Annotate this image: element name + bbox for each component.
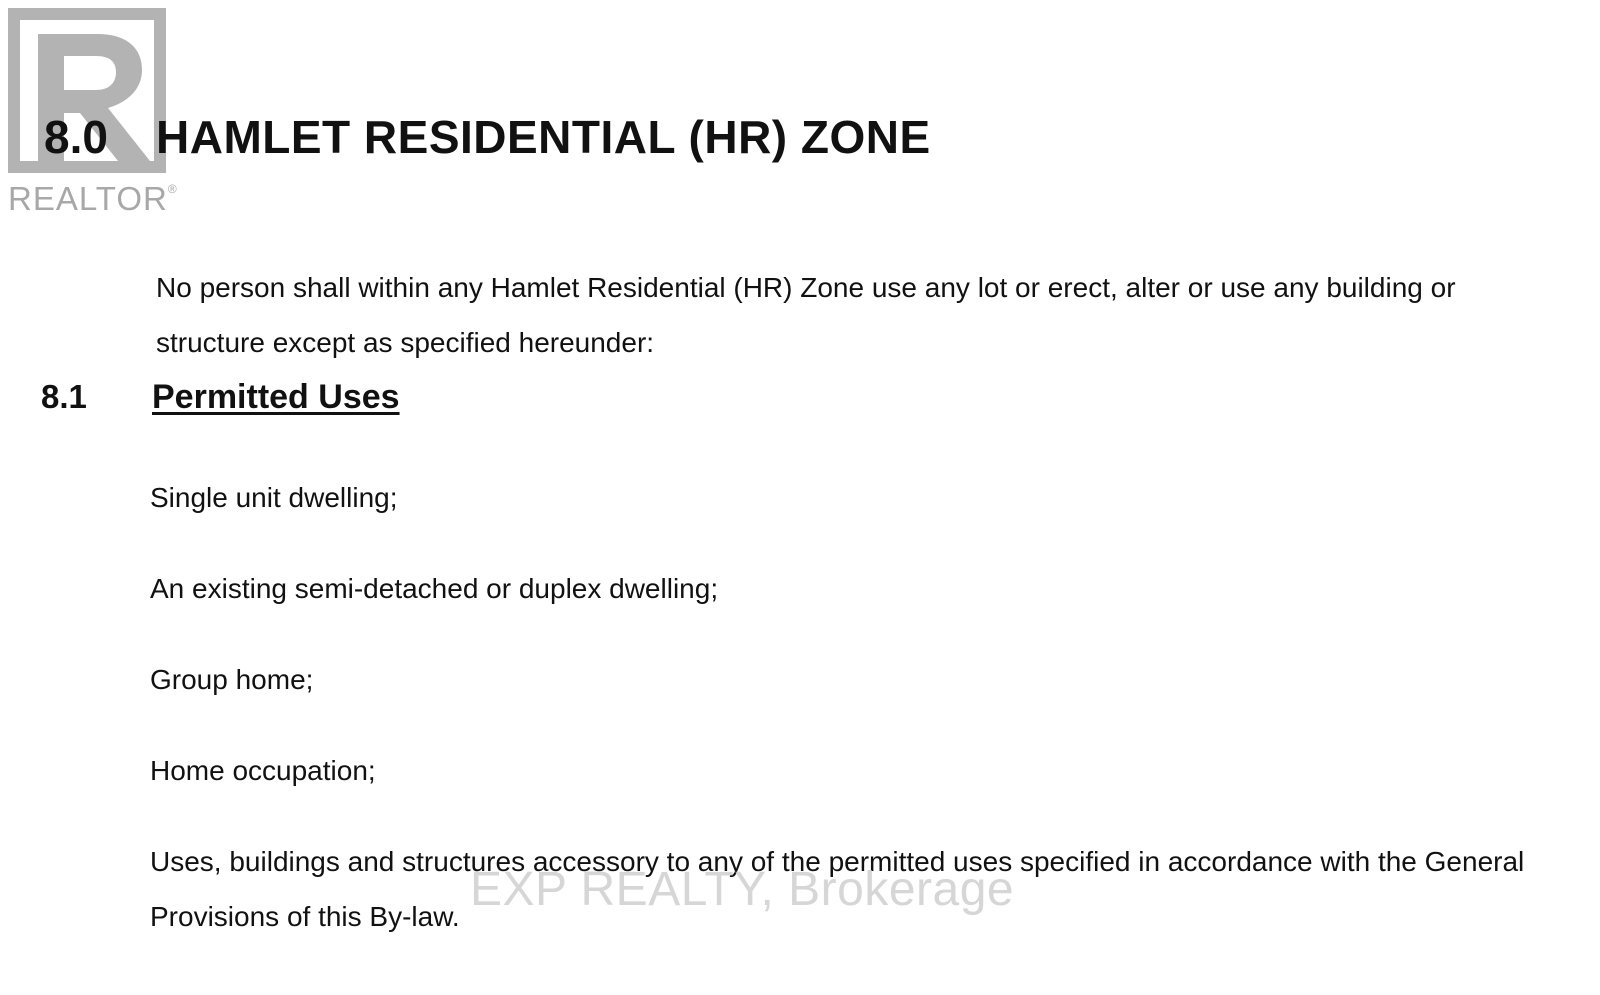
- list-item: Group home;: [150, 664, 314, 695]
- list-item: Uses, buildings and structures accessory to any of the permitted uses specified in accordance with the General Provisions of this By-law.: [150, 846, 1525, 932]
- list-item: An existing semi-detached or duplex dwelling;: [150, 573, 719, 604]
- realtor-wordmark: REALTOR®: [8, 180, 178, 217]
- permitted-uses-list: [150, 478, 1540, 995]
- subsection-title: Permitted Uses: [152, 378, 400, 416]
- section-title: HAMLET RESIDENTIAL (HR) ZONE: [156, 111, 931, 163]
- list-item: Single unit dwelling;: [150, 482, 398, 513]
- brokerage-watermark: EXP REALTY, Brokerage: [470, 863, 1015, 916]
- subsection-number: 8.1: [41, 378, 87, 415]
- list-item: Home occupation;: [150, 755, 376, 786]
- section-intro: No person shall within any Hamlet Residential (HR) Zone use any lot or erect, alter or use any building or structure except as specified hereunder:: [156, 272, 1456, 358]
- section-number: 8.0: [44, 111, 108, 163]
